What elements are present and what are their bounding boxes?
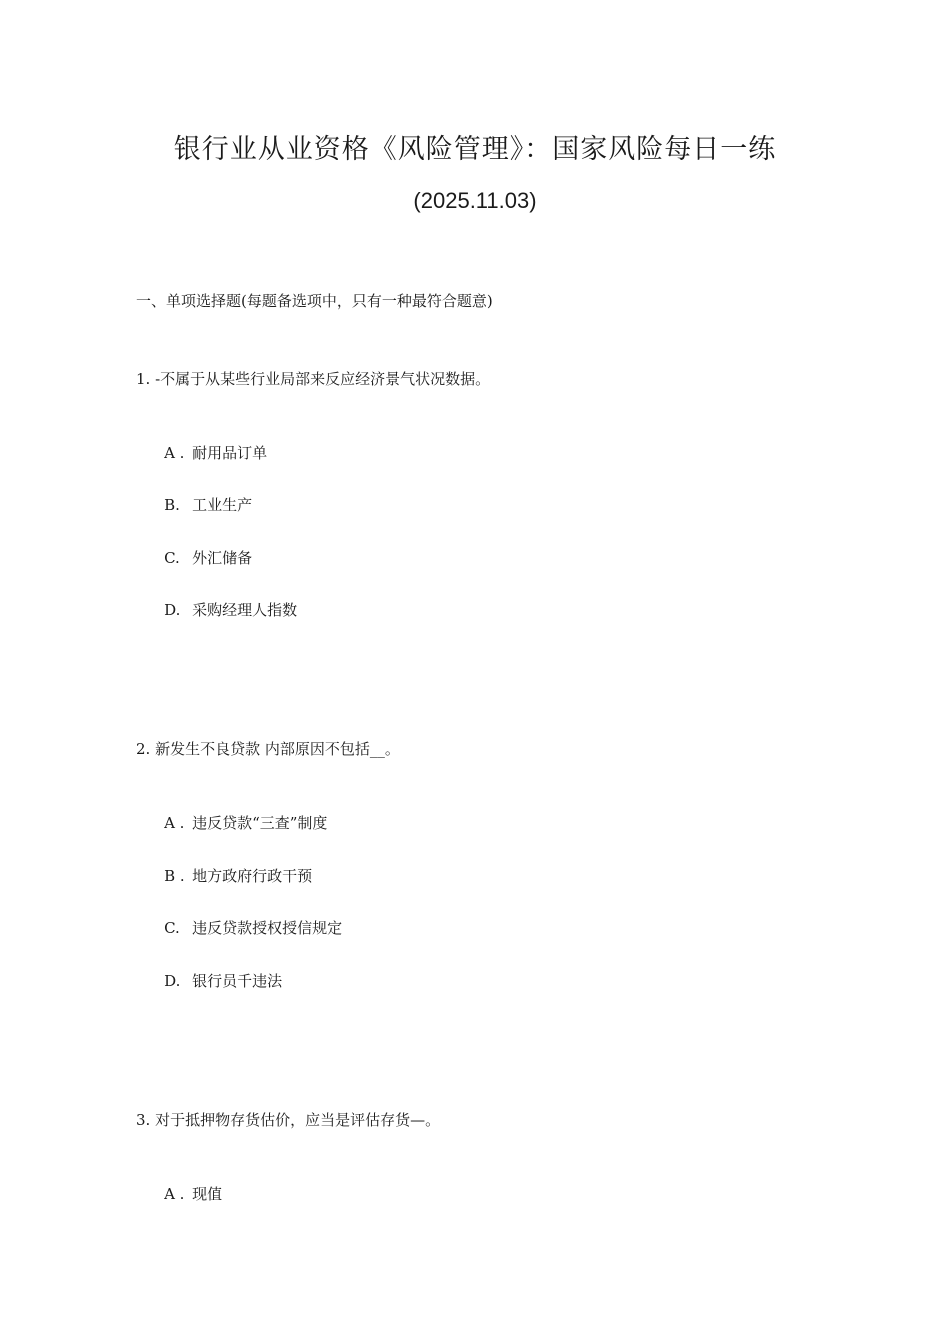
option-letter: D. <box>164 601 181 619</box>
option-letter: C. <box>164 919 180 937</box>
option-text: 采购经理人指数 <box>192 601 298 619</box>
option-letter: A . <box>164 444 185 462</box>
section-heading: 一、单项选择题(每题备选项中，只有一种最符合题意) <box>136 292 493 310</box>
question-2-option-d[interactable] <box>145 948 282 1014</box>
question-3-text: 3. 对于抵押物存货估价，应当是评估存货—。 <box>136 1111 441 1129</box>
option-letter: D. <box>164 972 181 990</box>
document-title: 银行业从业资格《风险管理》：国家风险每日一练 <box>173 134 777 165</box>
option-text: 银行员千违法 <box>192 972 283 990</box>
option-letter: B. <box>164 496 180 514</box>
option-text: 工业生产 <box>192 496 253 514</box>
option-letter: A . <box>164 814 185 832</box>
option-text: 违反贷款授权授信规定 <box>192 919 343 937</box>
question-1-option-d[interactable] <box>145 577 297 643</box>
option-letter: A . <box>164 1185 185 1203</box>
option-letter: B . <box>164 867 185 885</box>
question-1-text: 1. -不属于从某些行业局部来反应经济景气状况数据。 <box>136 370 491 388</box>
option-text: 耐用品订单 <box>192 444 268 462</box>
option-text: 外汇储备 <box>192 549 253 567</box>
option-letter: C. <box>164 549 180 567</box>
option-text: 现值 <box>192 1185 223 1203</box>
question-3-option-a[interactable] <box>145 1161 222 1227</box>
option-text: 地方政府行政干预 <box>192 867 313 885</box>
document-date: (2025.11.03) <box>413 188 537 213</box>
option-text: 违反贷款“三查”制度 <box>192 814 328 832</box>
question-2-text: 2. 新发生不良贷款 内部原因不包括__。 <box>136 740 400 758</box>
